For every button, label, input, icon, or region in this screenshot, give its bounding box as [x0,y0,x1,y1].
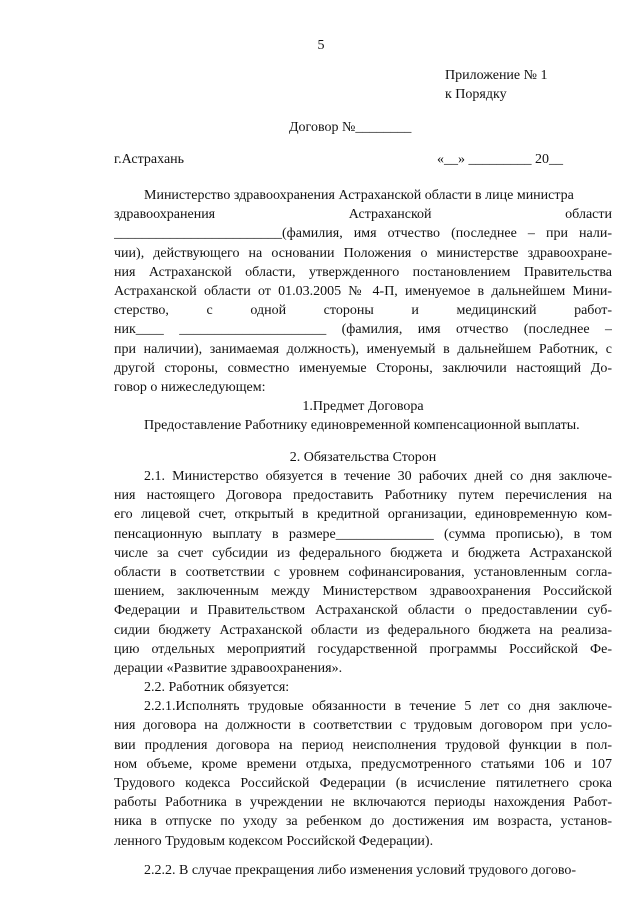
clause-line: 2.2.2. В случае прекращения либо изменения условий трудового догово- [144,862,577,878]
place: г.Астрахань [114,152,185,167]
preamble-line: ник____ _____________________ (фамилия, имя отчество (последнее – [114,322,612,338]
preamble-line: чии), действующего на основании Положения о министерстве здравоохране- [114,245,612,261]
preamble-line: здравоохранения Астраханской области [114,207,612,223]
preamble-line: Астраханской области от 01.03.2005 № 4-П, именуемое в дальнейшем Мини- [114,283,612,299]
clause-line: Трудового кодекса Российской Федерации (в исчисление пятилетнего срока [114,776,612,791]
clause-line: 2.1. Министерство обязуется в течение 30 рабочих дней со дня заключе- [144,469,612,484]
clause-line: числе за счет субсидии из федерального бюджета и бюджета Астраханской [114,545,612,561]
clause-line: ния настоящего Договора предоставить Работнику путем перечисления на [114,488,612,504]
contract-title: Договор №________ [289,120,412,135]
clause-line: сидии бюджету Астраханской области из федерального бюджета на реализа- [114,622,612,638]
clause-line: вии продления договора на период неисполнения трудовой функции в пол- [114,737,612,753]
clause-line: 2.2.1.Исполнять трудовые обязанности в течение 5 лет со дня заключе- [144,699,612,715]
date-line: «__» _________ 20__ [437,152,563,167]
clause-line: Федерации и Правительством Астраханской области о предоставлении суб- [114,603,612,619]
clause-line: 2.2. Работник обязуется: [144,680,290,696]
section2-clause-2-1 [114,467,612,880]
clause-line: области в соответствии с уровнем софинансирования, установленным согла- [114,564,612,580]
clause-line: дерации «Развитие здравоохранения». [114,660,343,676]
preamble-line: ________________________(фамилия, имя отчество (последнее – при нали- [114,226,612,242]
clause-line: работы Работника в учреждении не включаются периоды нахождения Работ- [114,795,612,811]
clause-line: шением, заключенным между Министерством здравоохранения Российской [114,584,612,600]
preamble [114,186,612,397]
preamble-line: Министерство здравоохранения Астраханской области в лице министра [144,188,574,203]
preamble-line: другой стороны, совместно именуемые Стороны, заключили настоящий До- [114,360,612,376]
appendix-line-1: Приложение № 1 [445,68,548,83]
clause-line: его лицевой счет, открытый в кредитной организации, единовременную ком- [114,507,612,523]
clause-line: ном объеме, кроме времени отдыха, предусмотренного статьями 106 и 107 [114,756,612,772]
preamble-line: ния Астраханской области, утвержденного постановлением Правительства [114,264,612,280]
preamble-line: говор о нижеследующем: [114,379,266,395]
clause-line: пенсационную выплату в размере______________ (сумма прописью), в том [114,526,612,542]
clause-line: ленного Трудовым кодексом Российской Федерации). [114,833,434,849]
preamble-line: при наличии), занимаемая должность), именуемый в дальнейшем Работник, с [114,341,612,357]
preamble-line: стерство, с одной стороны и медицинский работ- [114,303,612,319]
page-number: 5 [317,38,325,53]
clause-line: ния договора на должности в соответствии с трудовым договором при усло- [114,718,612,734]
appendix-line-2: к Порядку [445,87,507,102]
clause-line: цию отдельных мероприятий государственной программы Российской Фе- [114,641,612,657]
section1-title: 1.Предмет Договора [302,399,424,414]
section2-title: 2. Обязательства Сторон [289,450,437,465]
clause-line: ника в отпуске по уходу за ребенком до достижения им возраста, установ- [114,814,612,830]
section1-line: Предоставление Работнику единовременной компенсационной выплаты. [144,418,580,433]
